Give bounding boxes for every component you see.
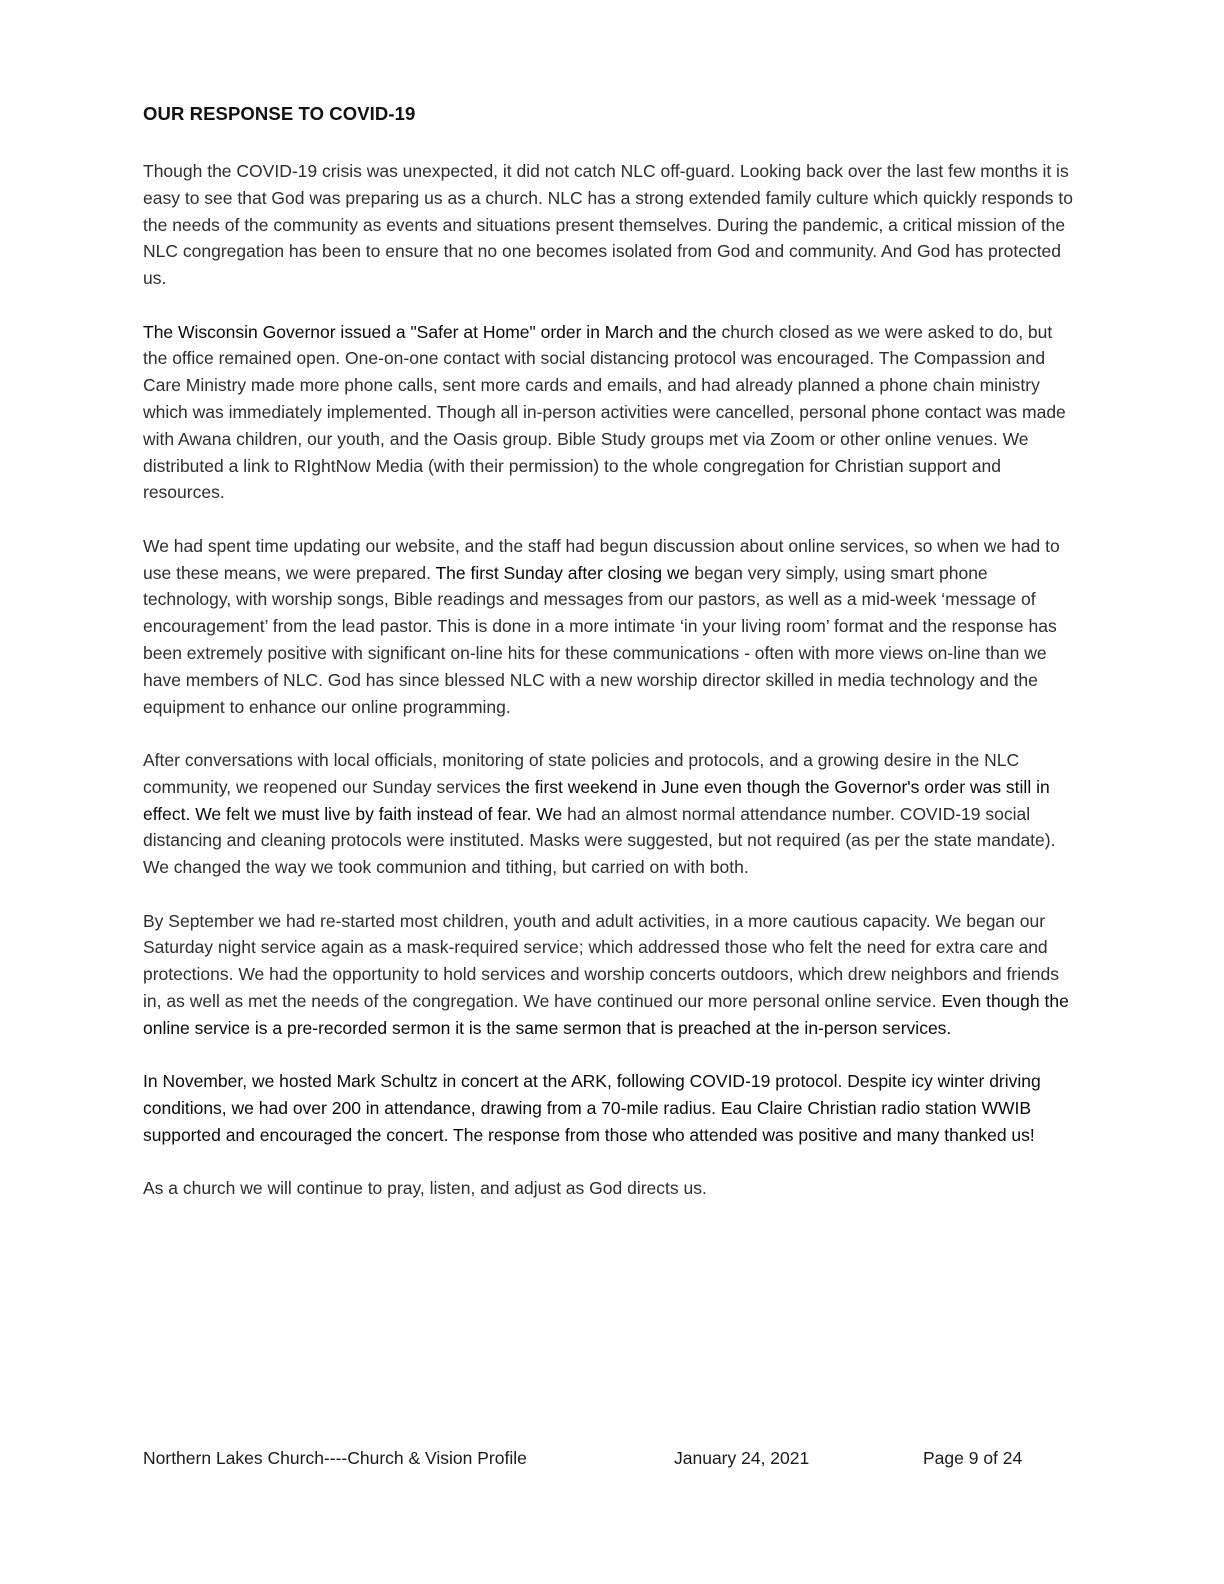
- paragraph-november-concert: [143, 1068, 1078, 1148]
- footer-date: January 24, 2021: [674, 1448, 810, 1468]
- paragraph-november-concert-text: In November, we hosted Mark Schultz in concert at the ARK, following COVID-19 protocol. Despite icy winter driving conditions, we had over 200 in attendance, drawing from a 70-mile radius. Eau Claire Christian radio station WWIB supported and encouraged the concert. The response from those who attended was positive and many thanked us!: [143, 1071, 1041, 1145]
- paragraph-reopening-part-a: After conversations with local officials, monitoring of state policies and protocols, and a growing desire in the NLC community, we reopened our Sunday services: [143, 749, 1020, 797]
- paragraph-september: [143, 908, 1078, 1042]
- paragraph-september-part-b: Even though the online service is a pre-recorded sermon it is the same sermon that is preached at the in-person services.: [143, 990, 1069, 1038]
- footer-document-title: Northern Lakes Church----Church & Vision Profile: [143, 1448, 527, 1468]
- section-heading: OUR RESPONSE TO COVID-19: [143, 103, 416, 124]
- paragraph-september-part-a: By September we had re-started most children, youth and adult activities, in a more cautious capacity. We began our Saturday night service again as a mask-required service; which addressed those who felt the need for extra care and protections. We had the opportunity to hold services and worship concerts outdoors, which drew neighbors and friends in, as well as met the needs of the congregation. We have continued our more personal online service.: [143, 910, 1060, 1011]
- footer-page-number: Page 9 of 24: [923, 1448, 1023, 1468]
- paragraph-reopening-part-b: the first weekend in June even though the Governor's order was still in effect. We felt we must live by faith instead of fear. We: [143, 776, 1050, 824]
- paragraph-closing: As a church we will continue to pray, listen, and adjust as God directs us.: [143, 1178, 707, 1199]
- paragraph-safer-at-home-rest: church closed as we were asked to do, but the office remained open. One-on-one contact with social distancing protocol was encouraged. The Compassion and Care Ministry made more phone calls, sent more cards and emails, and had already planned a phone chain ministry which was immediately implemented. Though all in-person activities were cancelled, personal phone contact was made with Awana children, our youth, and the Oasis group. Bible Study groups met via Zoom or other online venues. We distributed a link to RIghtNow Media (with their permission) to the whole congregation for Christian support and resources.: [143, 321, 1066, 503]
- page-body: [143, 100, 1078, 1228]
- paragraph-online-services-part-a: We had spent time updating our website, and the staff had begun discussion about online services, so when we had to use these means, we were prepared.: [143, 535, 1060, 583]
- paragraph-online-services-part-c: began very simply, using smart phone technology, with worship songs, Bible readings and messages from our pastors, as well as a mid-week ‘message of encouragement’ from the lead pastor. This is done in a more intimate ‘in your living room’ format and the response has been extremely positive with significant on-line hits for these communications - often with more views on-line than we have members of NLC. God has since blessed NLC with a new worship director skilled in media technology and the equipment to enhance our online programming.: [143, 562, 1057, 717]
- paragraph-intro: Though the COVID-19 crisis was unexpected, it did not catch NLC off-guard. Looking back over the last few months it is easy to see that God was preparing us as a church. NLC has a strong extended family culture which quickly responds to the needs of the community as events and situations present themselves. During the pandemic, a critical mission of the NLC congregation has been to ensure that no one becomes isolated from God and community. And God has protected us.: [143, 161, 1073, 289]
- paragraph-online-services-part-b: The first Sunday after closing we: [435, 562, 690, 583]
- paragraph-reopening: [143, 747, 1078, 881]
- page-footer: [143, 1445, 1078, 1473]
- paragraph-safer-at-home: [143, 319, 1078, 507]
- paragraph-online-services: [143, 533, 1078, 721]
- paragraph-safer-at-home-lead: The Wisconsin Governor issued a "Safer at Home" order in March and the: [143, 321, 717, 342]
- paragraph-reopening-part-c: had an almost normal attendance number. COVID-19 social distancing and cleaning protocols were instituted. Masks were suggested, but not required (as per the state mandate). We changed the way we took communion and tithing, but carried on with both.: [143, 803, 1056, 878]
